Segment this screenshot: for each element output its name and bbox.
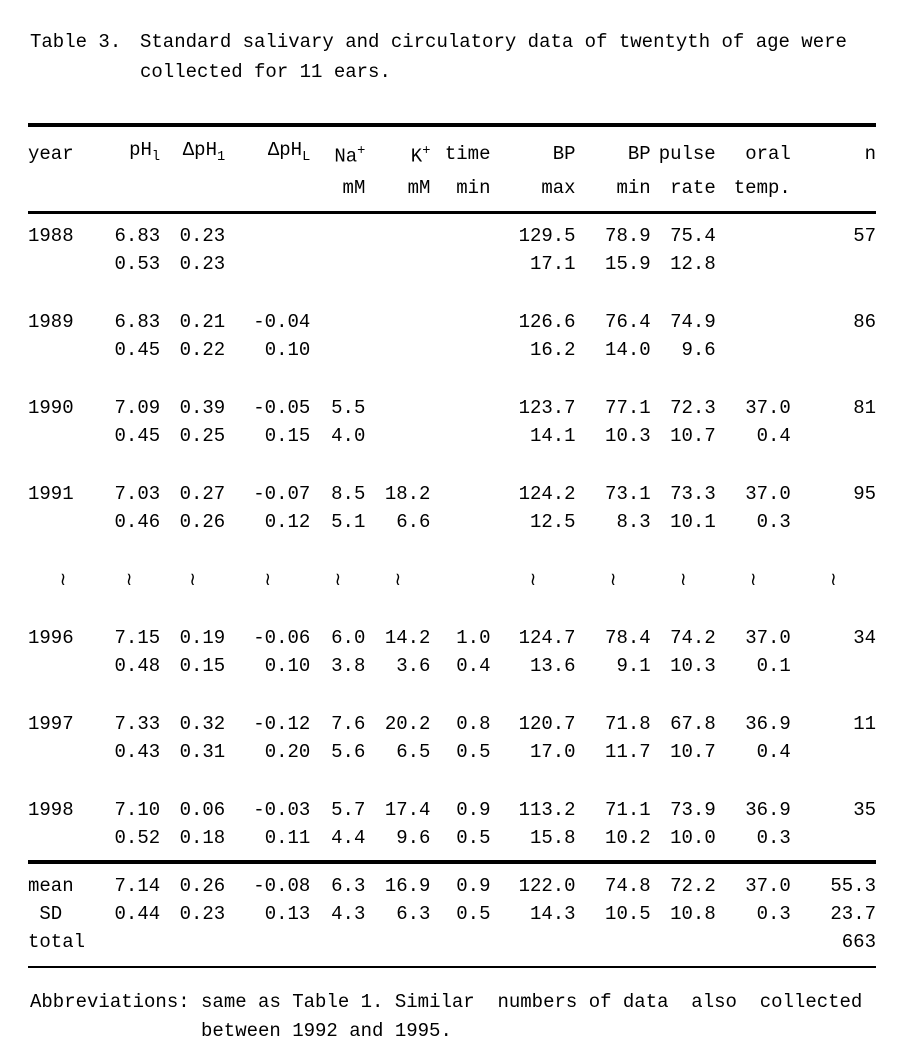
col-header-dph_L-line2	[225, 173, 310, 203]
row-spacer	[28, 766, 876, 796]
table-cell-na: 6.0	[331, 626, 366, 649]
table-cell-time	[430, 222, 490, 250]
table-cell-n: ≀	[830, 568, 837, 590]
table-row	[28, 308, 876, 336]
table-cell-year: 1996	[28, 626, 74, 649]
table-cell-k	[365, 308, 430, 336]
table-cell-k: 6.5	[396, 740, 431, 763]
table-cell-k: 18.2	[384, 482, 431, 505]
table-cell-oral	[716, 222, 791, 250]
table-cell-dph_L: -0.08	[253, 874, 311, 897]
table-cell-n: 57	[853, 224, 876, 247]
table-cell-year: 1990	[28, 396, 74, 419]
table-cell-bp_min: 73.1	[605, 482, 651, 505]
table-row	[28, 508, 876, 536]
table-row	[28, 222, 876, 250]
table-cell-dph_1	[160, 928, 225, 956]
table-cell-oral	[716, 308, 791, 336]
table-row	[28, 422, 876, 450]
table-row	[28, 624, 876, 652]
table-cell-n: 34	[853, 626, 876, 649]
table-cell-oral	[716, 250, 791, 278]
table-cell-pulse: 10.0	[670, 826, 716, 849]
table-cell-year	[28, 652, 98, 680]
table-cell-bp_max: 13.6	[529, 654, 576, 677]
table-cell-oral: 0.3	[756, 510, 791, 533]
table-cell-bp_min: 71.8	[605, 712, 651, 735]
col-header-year-line1: year	[28, 142, 74, 165]
footnote-line-2: between 1992 and 1995.	[201, 1019, 452, 1042]
table-footnote	[30, 988, 900, 1046]
table-cell-ph_l	[98, 928, 160, 956]
table-cell-bp_max	[490, 928, 575, 956]
table-cell-bp_min: 10.5	[605, 902, 651, 925]
table-row	[28, 738, 876, 766]
table-cell-bp_max: 123.7	[518, 396, 576, 419]
table-row	[28, 824, 876, 852]
table-cell-year: 1991	[28, 482, 74, 505]
table-top-rule	[28, 123, 876, 127]
table-cell-year	[28, 250, 98, 278]
table-cell-pulse: 12.8	[670, 252, 716, 275]
table-cell-dph_1: ≀	[189, 568, 197, 590]
row-spacer	[28, 278, 876, 308]
col-header-n-line2	[791, 173, 876, 203]
table-cell-bp_max: 14.3	[529, 902, 576, 925]
table-cell-year	[28, 824, 98, 852]
table-row	[28, 250, 876, 278]
table-cell-dph_L: -0.12	[253, 712, 311, 735]
table-cell-dph_L	[225, 928, 310, 956]
table-cell-ph_l: 0.43	[114, 740, 161, 763]
table-summary	[28, 872, 876, 956]
table-cell-ph_l: 7.09	[114, 396, 161, 419]
table-cell-year: total	[28, 930, 86, 953]
table-cell-dph_1: 0.25	[179, 424, 226, 447]
table-cell-year: 1997	[28, 712, 74, 735]
table-cell-pulse: 72.3	[670, 396, 716, 419]
table-cell-na: 5.1	[331, 510, 366, 533]
table-cell-ph_l: 7.33	[114, 712, 161, 735]
table-cell-n: 35	[853, 798, 876, 821]
table-cell-na: 3.8	[331, 654, 366, 677]
table-cell-k	[365, 336, 430, 364]
table-cell-dph_1: 0.23	[179, 252, 226, 275]
table-cell-dph_1: 0.27	[179, 482, 226, 505]
table-cell-n	[791, 250, 876, 278]
table-cell-bp_max: 124.2	[518, 482, 576, 505]
summary-row-sd	[28, 900, 876, 928]
table-cell-time	[430, 308, 490, 336]
table-cell-na	[310, 928, 365, 956]
table-cell-pulse: 10.8	[670, 902, 716, 925]
table-cell-dph_L: 0.13	[264, 902, 311, 925]
table-cell-ph_l: 7.03	[114, 482, 161, 505]
table-cell-pulse: 74.2	[670, 626, 716, 649]
table-cell-bp_max: 113.2	[518, 798, 576, 821]
table-cell-n: 663	[841, 930, 876, 953]
table-cell-bp_min: 78.4	[605, 626, 651, 649]
col-header-bp_min-line2: min	[616, 176, 651, 199]
table-cell-dph_L	[225, 250, 310, 278]
table-number-label: Table 3.	[30, 31, 122, 53]
table-cell-oral: 37.0	[745, 482, 791, 505]
table-cell-na: 8.5	[331, 482, 366, 505]
table-cell-oral: 37.0	[745, 626, 791, 649]
table-cell-bp_min: 78.9	[605, 224, 651, 247]
table-cell-n	[791, 824, 876, 852]
table-cell-pulse: ≀	[679, 568, 687, 590]
table-cell-bp_max: 120.7	[518, 712, 576, 735]
col-header-na-line2: mM	[342, 176, 366, 199]
table-cell-k: 6.3	[396, 902, 431, 925]
table-row	[28, 710, 876, 738]
table-cell-bp_max: 126.6	[518, 310, 576, 333]
table-cell-year	[28, 508, 98, 536]
caption-text	[140, 27, 847, 87]
table-cell-oral: 0.4	[756, 740, 791, 763]
table-cell-pulse: 10.3	[670, 654, 716, 677]
table-cell-time	[430, 394, 490, 422]
table-cell-pulse: 10.1	[670, 510, 716, 533]
col-header-time-line2: min	[456, 176, 491, 199]
table-cell-n	[791, 336, 876, 364]
col-header-n-line1: n	[864, 142, 876, 165]
table-cell-bp_min: 11.7	[605, 740, 651, 763]
table-cell-dph_1: 0.23	[179, 902, 226, 925]
table-cell-ph_l: 7.15	[114, 626, 161, 649]
table-cell-bp_min	[576, 928, 651, 956]
table-cell-k: 14.2	[384, 626, 431, 649]
row-spacer	[28, 364, 876, 394]
table-cell-time	[430, 250, 490, 278]
table-cell-k: 9.6	[396, 826, 431, 849]
table-cell-dph_L: 0.12	[264, 510, 311, 533]
table-cell-oral: 0.1	[756, 654, 791, 677]
table-cell-year	[28, 336, 98, 364]
table-cell-bp_min: ≀	[609, 568, 617, 590]
table-bottom-rule	[28, 966, 876, 968]
table-cell-bp_min: 9.1	[616, 654, 651, 677]
table-cell-dph_1: 0.19	[179, 626, 226, 649]
table-cell-pulse	[651, 928, 716, 956]
table-cell-dph_L: -0.06	[253, 626, 311, 649]
table-cell-n	[791, 508, 876, 536]
table-cell-year: mean	[28, 874, 74, 897]
table-cell-bp_min: 14.0	[605, 338, 651, 361]
table-cell-pulse: 73.3	[670, 482, 716, 505]
table-cell-k	[365, 928, 430, 956]
table-row	[28, 336, 876, 364]
table-row	[28, 480, 876, 508]
table-cell-pulse: 10.7	[670, 424, 716, 447]
table-cell-na	[310, 222, 365, 250]
table-cell-n	[791, 422, 876, 450]
table-body	[28, 222, 876, 852]
table-cell-time: 1.0	[456, 626, 491, 649]
table-cell-year: ≀	[59, 568, 67, 590]
table-cell-bp_max: 15.8	[529, 826, 576, 849]
table-cell-dph_1: 0.39	[179, 396, 226, 419]
table-cell-na: 4.4	[331, 826, 366, 849]
table-cell-time	[430, 480, 490, 508]
table-cell-oral: 36.9	[745, 798, 791, 821]
table-cell-k: 3.6	[396, 654, 431, 677]
table-cell-time: 0.4	[456, 654, 491, 677]
col-header-oral-line2: temp.	[733, 176, 791, 199]
col-header-pulse-line2: rate	[670, 176, 716, 199]
col-header-dph_L-line1: ΔpH$_L$	[267, 139, 311, 165]
table-cell-n: 86	[853, 310, 876, 333]
table-cell-ph_l: 6.83	[114, 224, 161, 247]
table-cell-n: 55.3	[830, 874, 876, 897]
table-cell-dph_1: 0.18	[179, 826, 226, 849]
header-row-1	[28, 135, 876, 173]
table-cell-ph_l: 0.46	[114, 510, 161, 533]
table-cell-oral	[716, 928, 791, 956]
table-cell-dph_1: 0.22	[179, 338, 226, 361]
table-cell-dph_L	[225, 222, 310, 250]
footnote-line-1: Abbreviations: same as Table 1. Similar numbers of data also collected	[30, 990, 863, 1013]
table-cell-ph_l: 7.14	[114, 874, 161, 897]
table-cell-ph_l: 0.45	[114, 424, 161, 447]
table-cell-k	[365, 422, 430, 450]
table-cell-bp_max: 17.0	[529, 740, 576, 763]
table-caption	[0, 0, 900, 87]
table-cell-na: 4.0	[331, 424, 366, 447]
table-cell-oral: 0.3	[756, 902, 791, 925]
table-cell-oral: ≀	[749, 568, 757, 590]
table-cell-oral: 37.0	[745, 396, 791, 419]
table-cell-k: 16.9	[384, 874, 431, 897]
table-cell-n	[791, 738, 876, 766]
table-cell-dph_L: -0.03	[253, 798, 311, 821]
table-cell-pulse: 67.8	[670, 712, 716, 735]
table-cell-pulse: 72.2	[670, 874, 716, 897]
col-header-time-line1: time	[444, 142, 491, 165]
table-cell-time: 0.5	[456, 740, 491, 763]
table-cell-dph_L: 0.11	[264, 826, 311, 849]
table-cell-na: 6.3	[331, 874, 366, 897]
col-header-k-line1: K+	[410, 143, 431, 168]
row-spacer	[28, 536, 876, 566]
caption-line-1: Standard salivary and circulatory data of twentyth of age were	[140, 31, 847, 53]
table-cell-dph_L: 0.10	[264, 654, 311, 677]
omitted-years-row	[28, 566, 876, 594]
table-cell-year: 1989	[28, 310, 74, 333]
caption-line-2: collected for 11 ears.	[140, 61, 391, 83]
table-cell-pulse: 75.4	[670, 224, 716, 247]
table-cell-time: 0.9	[456, 874, 491, 897]
table-cell-dph_L: 0.15	[264, 424, 311, 447]
table-cell-bp_min: 8.3	[616, 510, 651, 533]
table-cell-k: 20.2	[384, 712, 431, 735]
table-cell-oral	[716, 336, 791, 364]
table-cell-ph_l: 0.45	[114, 338, 161, 361]
table-cell-oral: 36.9	[745, 712, 791, 735]
table-cell-na: ≀	[334, 568, 342, 590]
row-spacer	[28, 680, 876, 710]
table-cell-oral: 0.4	[756, 424, 791, 447]
table-cell-na	[310, 336, 365, 364]
table-cell-time	[430, 422, 490, 450]
table-cell-time	[430, 508, 490, 536]
table-cell-bp_max: ≀	[529, 568, 537, 590]
table-cell-time: 0.5	[456, 826, 491, 849]
table-cell-na	[310, 308, 365, 336]
table-cell-n: 23.7	[830, 902, 876, 925]
table-cell-na: 5.5	[331, 396, 366, 419]
table-cell-ph_l: 6.83	[114, 310, 161, 333]
table-cell-ph_l: 7.10	[114, 798, 161, 821]
summary-top-rule	[28, 860, 876, 864]
table-cell-dph_1: 0.26	[179, 510, 226, 533]
table-cell-time	[430, 566, 490, 594]
table-cell-dph_1: 0.32	[179, 712, 226, 735]
header-bottom-rule	[28, 211, 876, 214]
table-cell-time: 0.9	[456, 798, 491, 821]
table-cell-dph_1: 0.26	[179, 874, 226, 897]
row-spacer	[28, 450, 876, 480]
table-cell-time	[430, 928, 490, 956]
table-cell-ph_l: 0.48	[114, 654, 161, 677]
col-header-bp_max-line1: BP	[552, 142, 576, 165]
table-cell-oral: 0.3	[756, 826, 791, 849]
table-cell-year: 1988	[28, 224, 74, 247]
table-cell-na: 5.6	[331, 740, 366, 763]
table-cell-n: 95	[853, 482, 876, 505]
table-cell-ph_l: ≀	[125, 568, 133, 590]
table-cell-k: 6.6	[396, 510, 431, 533]
table-cell-dph_L: -0.05	[253, 396, 311, 419]
col-header-ph_l-line2	[98, 173, 160, 203]
col-header-bp_min-line1: BP	[627, 142, 651, 165]
table-cell-bp_min: 74.8	[605, 874, 651, 897]
col-header-bp_max-line2: max	[541, 176, 576, 199]
table-cell-bp_min: 77.1	[605, 396, 651, 419]
table-cell-dph_L: 0.10	[264, 338, 311, 361]
table-cell-pulse: 10.7	[670, 740, 716, 763]
col-header-year-line2	[28, 173, 98, 203]
table-cell-dph_L: ≀	[264, 568, 272, 590]
table-cell-year	[28, 422, 98, 450]
table-row	[28, 652, 876, 680]
table-cell-oral: 37.0	[745, 874, 791, 897]
table-cell-bp_max: 14.1	[529, 424, 576, 447]
col-header-na-line1: Na+	[334, 143, 366, 168]
table-cell-bp_max: 12.5	[529, 510, 576, 533]
table-header	[28, 135, 876, 203]
table-cell-bp_max: 17.1	[529, 252, 576, 275]
table-cell-dph_L: -0.07	[253, 482, 311, 505]
table-row	[28, 394, 876, 422]
table-cell-k	[365, 250, 430, 278]
table-cell-k: 17.4	[384, 798, 431, 821]
table-cell-time: 0.5	[456, 902, 491, 925]
table-cell-time	[430, 336, 490, 364]
table-cell-year: SD	[28, 902, 63, 925]
table-cell-dph_1: 0.23	[179, 224, 226, 247]
table-cell-bp_min: 76.4	[605, 310, 651, 333]
table-cell-bp_min: 15.9	[605, 252, 651, 275]
table-cell-pulse: 9.6	[681, 338, 716, 361]
table-cell-n: 11	[853, 712, 876, 735]
table-cell-bp_max: 129.5	[518, 224, 576, 247]
table-cell-bp_min: 10.2	[605, 826, 651, 849]
table-cell-bp_min: 10.3	[605, 424, 651, 447]
row-spacer	[28, 594, 876, 624]
table-cell-dph_1: 0.21	[179, 310, 226, 333]
table-row	[28, 796, 876, 824]
table-cell-k	[365, 394, 430, 422]
table-cell-bp_max: 16.2	[529, 338, 576, 361]
col-header-k-line2: mM	[407, 176, 431, 199]
table-cell-na: 7.6	[331, 712, 366, 735]
table-cell-year	[28, 738, 98, 766]
table-cell-dph_1: 0.06	[179, 798, 226, 821]
col-header-dph_1-line2	[160, 173, 225, 203]
table-cell-ph_l: 0.52	[114, 826, 161, 849]
table-cell-dph_1: 0.31	[179, 740, 226, 763]
col-header-oral-line1: oral	[745, 142, 791, 165]
table-cell-year: 1998	[28, 798, 74, 821]
table-cell-n: 81	[853, 396, 876, 419]
col-header-ph_l-line1: $pH_l$	[129, 139, 161, 165]
table-cell-ph_l: 0.44	[114, 902, 161, 925]
table-cell-k: ≀	[394, 568, 402, 590]
table-cell-time: 0.8	[456, 712, 491, 735]
table-cell-bp_min: 71.1	[605, 798, 651, 821]
table-cell-n	[791, 652, 876, 680]
summary-row-total	[28, 928, 876, 956]
col-header-pulse-line1: pulse	[658, 142, 716, 165]
table-cell-dph_1: 0.15	[179, 654, 226, 677]
table-cell-k	[365, 222, 430, 250]
table-cell-na	[310, 250, 365, 278]
table-cell-bp_max: 122.0	[518, 874, 576, 897]
table-cell-ph_l: 0.53	[114, 252, 161, 275]
table-cell-na: 5.7	[331, 798, 366, 821]
table-cell-pulse: 73.9	[670, 798, 716, 821]
summary-row-mean	[28, 872, 876, 900]
table-cell-pulse: 74.9	[670, 310, 716, 333]
table-cell-dph_L: 0.20	[264, 740, 311, 763]
table-cell-bp_max: 124.7	[518, 626, 576, 649]
table-cell-dph_L: -0.04	[253, 310, 311, 333]
col-header-dph_1-line1: ΔpH$_1$	[182, 139, 226, 165]
table-cell-na: 4.3	[331, 902, 366, 925]
header-row-2	[28, 173, 876, 203]
